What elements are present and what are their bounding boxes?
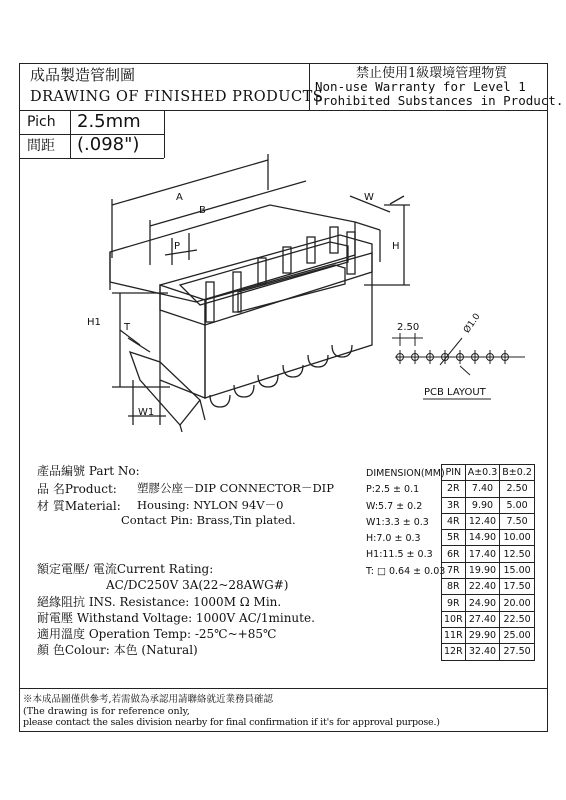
table-cell: 7R: [442, 562, 466, 578]
warranty-line1: Non-use Warranty for Level 1: [315, 79, 526, 94]
footer-note-cn: ※本成品圖僅供參考,若需做為承認用請聯絡就近業務員確認: [23, 694, 274, 705]
table-cell: 12R: [442, 644, 466, 660]
table-cell: 17.50: [500, 579, 535, 595]
spec-temp: 適用溫度 Operation Temp: -25℃~+85℃: [37, 627, 277, 641]
dimension-item: H:7.0 ± 0.3: [366, 533, 421, 545]
table-header-cell: PIN: [442, 465, 466, 481]
table-row: [442, 579, 535, 595]
dim-label-w: W: [364, 192, 374, 203]
footer-note-en2: please contact the sales division nearby for final confirmation if it's for approval purpose.): [23, 717, 440, 728]
table-cell: 7.40: [465, 481, 500, 497]
spec-rating-value: AC/DC250V 3A(22~28AWG#): [106, 578, 289, 592]
table-cell: 12.40: [465, 513, 500, 529]
table-cell: 19.90: [465, 562, 500, 578]
table-row: [442, 595, 535, 611]
table-row: [442, 611, 535, 627]
table-cell: 7.50: [500, 513, 535, 529]
table-cell: 17.40: [465, 546, 500, 562]
table-row: [442, 644, 535, 660]
pitch-value-mm: 2.5mm: [77, 111, 141, 132]
table-cell: 22.50: [500, 611, 535, 627]
table-cell: 10R: [442, 611, 466, 627]
dim-label-w1: W1: [138, 407, 155, 418]
spec-rating-label: 額定電壓/ 電流Current Rating:: [37, 562, 214, 576]
spec-material-label: 材 質Material:: [37, 499, 121, 513]
warranty-cn: 禁止使用1級環境管理物質: [356, 66, 508, 81]
spec-housing: Housing: NYLON 94V－0: [137, 498, 284, 512]
table-row: [442, 481, 535, 497]
dim-label-p: P: [174, 241, 181, 252]
footer-divider: [19, 688, 548, 689]
table-cell: 14.90: [465, 530, 500, 546]
table-cell: 25.00: [500, 627, 535, 643]
spec-product-value: 塑膠公座－DIP CONNECTOR－DIP: [137, 481, 334, 495]
table-cell: 29.90: [465, 627, 500, 643]
dim-label-b: B: [199, 205, 206, 216]
table-cell: 22.40: [465, 579, 500, 595]
table-cell: 9R: [442, 595, 466, 611]
spec-product-label: 品 名Product:: [37, 482, 117, 496]
dim-label-h1: H1: [87, 317, 101, 328]
warranty-line2: Prohibited Substances in Product.: [315, 93, 564, 108]
dimension-list: [366, 468, 445, 580]
table-cell: 3R: [442, 497, 466, 513]
dim-label-h: H: [392, 241, 400, 252]
dimension-item: T: □ 0.64 ± 0.03: [366, 565, 446, 577]
table-header-cell: B±0.2: [500, 465, 535, 481]
spec-colour: 顏 色Colour: 本色 (Natural): [37, 643, 198, 657]
title-en: DRAWING OF FINISHED PRODUCTS: [30, 89, 324, 105]
table-cell: 5.00: [500, 497, 535, 513]
dim-label-a: A: [176, 192, 183, 203]
dimension-item: H1:11.5 ± 0.3: [366, 549, 433, 561]
table-header-cell: A±0.3: [465, 465, 500, 481]
table-cell: 27.50: [500, 644, 535, 660]
pitch-label-en: Pich: [27, 114, 56, 130]
dimension-item: P:2.5 ± 0.1: [366, 484, 420, 496]
dimension-table: [441, 464, 535, 661]
table-row: [442, 513, 535, 529]
pitch-label-cn: 間距: [27, 138, 55, 154]
table-cell: 9.90: [465, 497, 500, 513]
table-cell: 8R: [442, 579, 466, 595]
spec-contact: Contact Pin: Brass,Tin plated.: [121, 513, 296, 527]
table-cell: 5R: [442, 530, 466, 546]
footer-note-en1: (The drawing is for reference only,: [23, 706, 190, 717]
pcb-caption: PCB LAYOUT: [424, 387, 486, 398]
table-cell: 10.00: [500, 530, 535, 546]
dimension-header: DIMENSION(MM): [366, 468, 445, 479]
table-row: [442, 546, 535, 562]
table-cell: 20.00: [500, 595, 535, 611]
table-cell: 11R: [442, 627, 466, 643]
table-row: [442, 530, 535, 546]
title-cn: 成品製造管制圖: [30, 66, 136, 84]
table-cell: 2R: [442, 481, 466, 497]
table-row: [442, 497, 535, 513]
table-cell: 6R: [442, 546, 466, 562]
table-row: [442, 627, 535, 643]
table-cell: 24.90: [465, 595, 500, 611]
spec-insulation: 絕緣阻抗 INS. Resistance: 1000M Ω Min.: [37, 595, 282, 609]
spec-part-no: 產品編號 Part No:: [37, 464, 140, 478]
table-cell: 27.40: [465, 611, 500, 627]
table-cell: 4R: [442, 513, 466, 529]
spec-withstand: 耐電壓 Withstand Voltage: 1000V AC/1minute.: [37, 611, 315, 625]
table-cell: 2.50: [500, 481, 535, 497]
table-cell: 15.00: [500, 562, 535, 578]
dimension-item: W:5.7 ± 0.2: [366, 500, 423, 512]
table-cell: 12.50: [500, 546, 535, 562]
pcb-hole: Ø1.0: [462, 311, 483, 336]
table-header-row: [442, 465, 535, 481]
pitch-value-in: (.098"): [77, 134, 140, 155]
table-cell: 32.40: [465, 644, 500, 660]
dim-label-t: T: [124, 322, 131, 333]
table-row: [442, 562, 535, 578]
pcb-pitch: 2.50: [397, 322, 420, 333]
dimension-item: W1:3.3 ± 0.3: [366, 516, 429, 528]
